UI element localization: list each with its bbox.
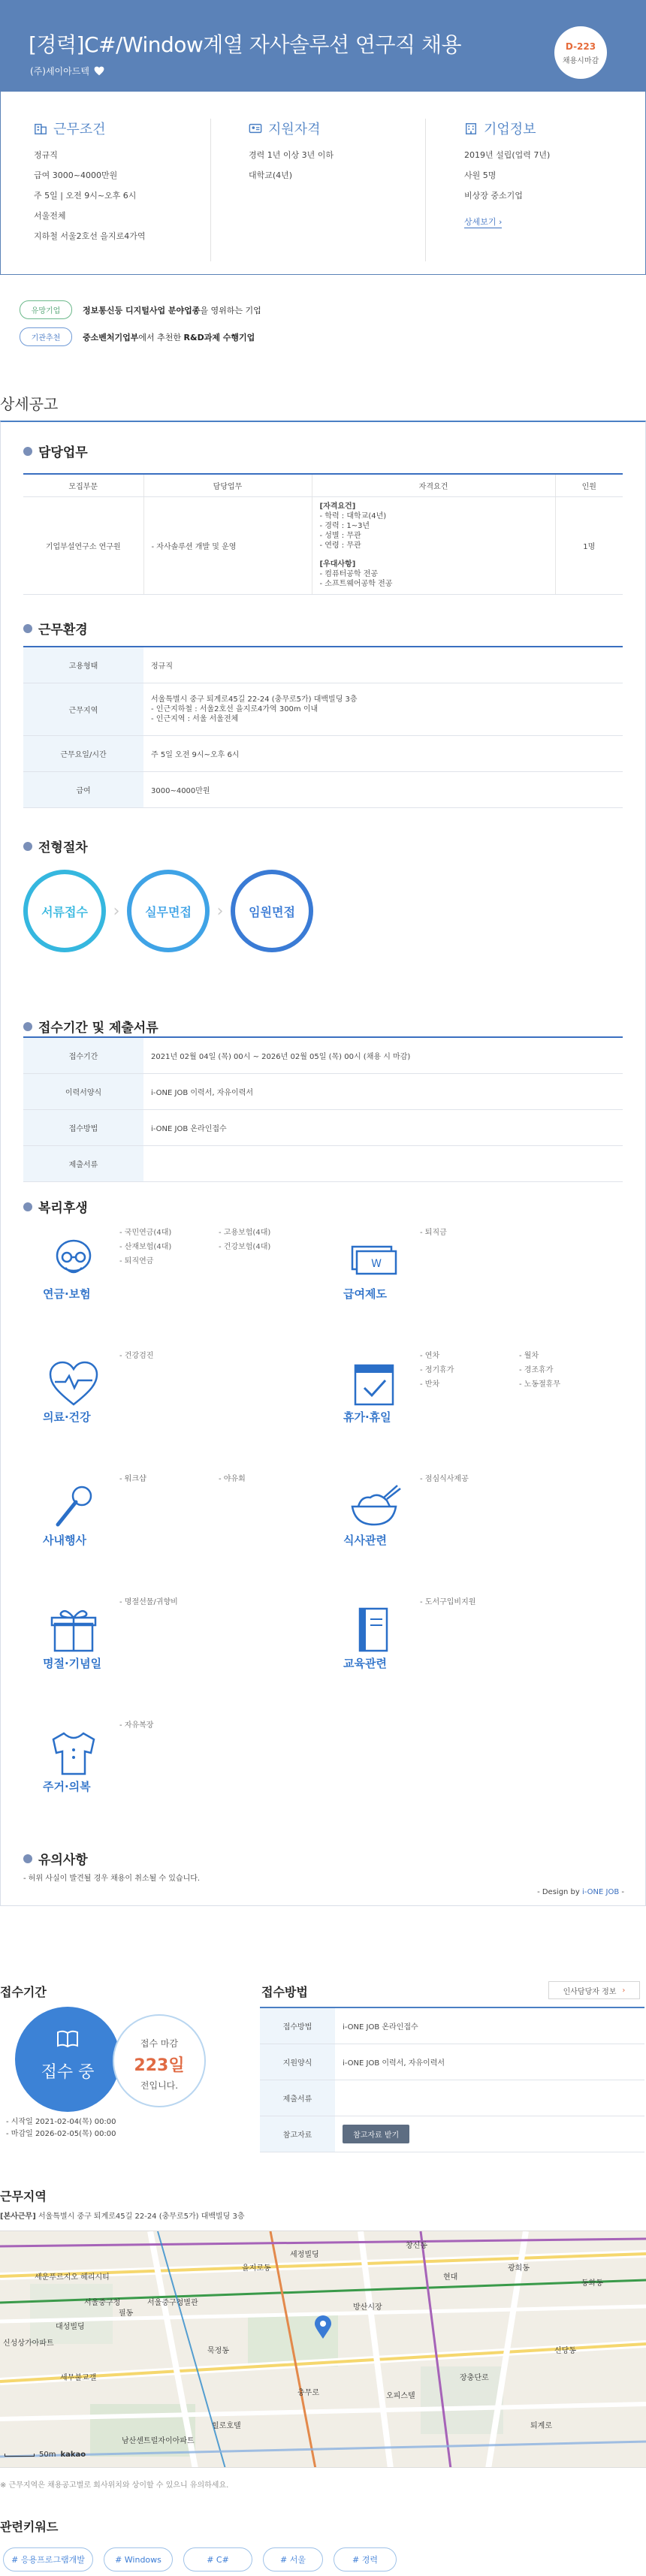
welfare-items: - 국민연금(4대) - 고용보험(4대) - 산재보험(4대) - 건강보험(4대) - 퇴직연금 bbox=[119, 1229, 271, 1265]
company-info-item: 사원 5명 bbox=[464, 170, 497, 180]
table-row: 이력서양식 i-ONE JOB 이력서, 자유이력서 bbox=[23, 1073, 623, 1109]
process-step: 실무면접 bbox=[127, 870, 210, 952]
map-label: 퇴계로 bbox=[530, 2422, 552, 2430]
duties-table bbox=[23, 473, 623, 595]
application-heading: 접수기간 및 제출서류 bbox=[23, 1017, 158, 1036]
duty-text: - 자사솔루션 개발 및 운영 bbox=[143, 496, 312, 594]
job-title: [경력]C#/Window계열 자사솔루션 연구직 채용 bbox=[29, 32, 462, 57]
book-open-icon bbox=[56, 2029, 79, 2049]
conditions-heading: 근무조건 bbox=[34, 119, 210, 138]
method-heading: 접수방법 bbox=[261, 1985, 308, 1999]
glasses-person-icon bbox=[44, 1235, 103, 1287]
map-label: 장충단로 bbox=[460, 2374, 489, 2382]
shirt-icon bbox=[44, 1727, 103, 1780]
welfare-group-housing bbox=[22, 1718, 322, 1831]
map-label: 방산시장 bbox=[353, 2303, 382, 2312]
welfare-label: 주거·의복 bbox=[43, 1780, 91, 1793]
design-credit: - Design by i-ONE JOB - bbox=[537, 1888, 624, 1896]
welfare-group-pension bbox=[22, 1226, 322, 1338]
table-row: 접수방법 i-ONE JOB 온라인접수 bbox=[23, 1109, 623, 1145]
qualification-item: 경력 1년 이상 3년 이하 bbox=[249, 150, 334, 160]
qualification-item: 대학교(4년) bbox=[249, 170, 293, 180]
welfare-items: - 도서구입비지원 bbox=[420, 1598, 476, 1606]
promising-company-tag-row bbox=[20, 300, 261, 319]
map-label: 힐로호텔 bbox=[212, 2422, 241, 2430]
process-steps bbox=[23, 870, 313, 952]
keyword-tag[interactable]: # 경력 bbox=[334, 2547, 397, 2571]
gift-icon bbox=[44, 1604, 103, 1657]
company-info-column bbox=[464, 119, 629, 261]
keyword-tag[interactable]: # C# bbox=[183, 2547, 252, 2571]
welfare-label: 급여제도 bbox=[343, 1287, 387, 1301]
money-icon bbox=[345, 1235, 403, 1287]
welfare-label: 식사관련 bbox=[343, 1534, 387, 1547]
col-header: 모집부문 bbox=[23, 474, 143, 496]
promising-company-badge: 유망기업 bbox=[20, 300, 72, 319]
condition-item: 급여 3000~4000만원 bbox=[34, 170, 118, 180]
welfare-label: 휴가·휴일 bbox=[343, 1410, 391, 1424]
detail-section-title: 상세공고 bbox=[0, 395, 59, 413]
company-info-item: 2019년 설립(업력 7년) bbox=[464, 150, 551, 160]
map-scale: 50m kakao bbox=[5, 2451, 86, 2459]
conditions-column bbox=[34, 119, 211, 261]
condition-item: 정규직 bbox=[34, 150, 58, 160]
chevron-right-icon: › bbox=[113, 901, 120, 921]
download-reference-button[interactable]: 참고자료 받기 bbox=[343, 2125, 409, 2143]
hr-contact-button[interactable]: 인사담당자 정보 › bbox=[548, 1981, 640, 1999]
keyword-tag[interactable]: # 응용프로그램개발 bbox=[3, 2547, 93, 2571]
map-label: 세정빌딩 bbox=[290, 2251, 319, 2259]
welfare-items: - 점심식사제공 bbox=[420, 1475, 469, 1483]
bullet-dot-icon bbox=[23, 624, 32, 633]
table-row: 근무요일/시간 주 5일 오전 9시~오후 6시 bbox=[23, 735, 623, 771]
company-name[interactable]: (주)세이아드텍 bbox=[30, 66, 89, 77]
welfare-label: 명절·기념일 bbox=[43, 1657, 102, 1670]
agency-recommend-tag-row bbox=[20, 327, 255, 346]
welfare-group-health bbox=[22, 1349, 322, 1461]
process-step: 임원면접 bbox=[231, 870, 313, 952]
headcount: 1명 bbox=[555, 496, 623, 594]
company-info-heading: 기업정보 bbox=[464, 119, 629, 138]
period-status bbox=[0, 2007, 225, 2127]
agency-recommend-badge: 기관추천 bbox=[20, 327, 72, 346]
qualifications-list bbox=[249, 149, 425, 181]
process-step: 서류접수 bbox=[23, 870, 106, 952]
welfare-label: 교육관련 bbox=[343, 1657, 387, 1670]
period-heading: 접수기간 bbox=[0, 1985, 47, 1999]
keyword-tag[interactable]: # 서울 bbox=[263, 2547, 323, 2571]
calendar-check-icon bbox=[345, 1358, 403, 1410]
days-left: 223일 bbox=[134, 2056, 185, 2075]
welfare-group-education bbox=[322, 1595, 623, 1708]
welfare-group-meals bbox=[322, 1472, 623, 1585]
welfare-group-vacation bbox=[322, 1349, 623, 1461]
bullet-dot-icon bbox=[23, 447, 32, 456]
map-label: 현대 bbox=[443, 2273, 458, 2282]
company-name-row bbox=[30, 65, 104, 77]
chevron-right-icon: › bbox=[216, 901, 224, 921]
table-row: 접수방법 i-ONE JOB 온라인접수 bbox=[260, 2007, 644, 2044]
welfare-label: 연금·보험 bbox=[43, 1287, 91, 1301]
rice-bowl-icon bbox=[345, 1481, 403, 1534]
welfare-heading: 복리후생 bbox=[23, 1197, 88, 1216]
job-header bbox=[0, 0, 646, 92]
map-canvas[interactable] bbox=[0, 2231, 646, 2468]
bullet-dot-icon bbox=[23, 1854, 32, 1863]
start-date: - 시작일 2021-02-04(목) 00:00 bbox=[6, 2118, 116, 2126]
chevron-right-icon: › bbox=[622, 1986, 626, 1995]
period-dates bbox=[6, 2116, 116, 2140]
agency-recommend-text: 중소벤처기업부에서 추천한 R&D과제 수행기업 bbox=[83, 332, 255, 342]
condition-item: 지하철 서울2호선 을지로4가역 bbox=[34, 231, 146, 241]
method-table bbox=[260, 2007, 644, 2152]
table-row: 급여 3000~4000만원 bbox=[23, 771, 623, 807]
environment-table bbox=[23, 646, 623, 808]
location-address: [본사근무] 서울특별시 중구 퇴계로45길 22-24 (충무로5가) 대백빌딩 3층 bbox=[0, 2213, 245, 2221]
favorite-heart-icon[interactable] bbox=[94, 66, 104, 76]
map-label: 창신동 bbox=[406, 2242, 427, 2250]
welfare-items: - 명절선물/귀향비 bbox=[119, 1598, 178, 1606]
dday-count: D-223 bbox=[565, 41, 596, 52]
welfare-items: - 자유복장 bbox=[119, 1721, 154, 1730]
welfare-items: - 연차 - 월차 - 정기휴가 - 경조휴가 - 반차 - 노동절휴무 bbox=[420, 1352, 561, 1389]
welfare-items: - 워크샵 - 야유회 bbox=[119, 1475, 246, 1483]
job-summary bbox=[0, 92, 646, 275]
table-row: 접수기간 2021년 02월 04일 (목) 00시 ~ 2026년 02월 05일 (목) 00시 (채용 시 마감) bbox=[23, 1037, 623, 1073]
environment-heading: 근무환경 bbox=[23, 619, 88, 638]
status-circle bbox=[15, 2007, 120, 2112]
process-heading: 전형절차 bbox=[23, 837, 88, 855]
map-pin-icon bbox=[314, 2315, 332, 2339]
map-label: 오피스텔 bbox=[386, 2392, 415, 2400]
welfare-group-salary bbox=[322, 1226, 623, 1338]
map-label: 남산센트럴자이아파트 bbox=[122, 2437, 195, 2445]
col-header: 인원 bbox=[555, 474, 623, 496]
notice-heading: 유의사항 bbox=[23, 1849, 88, 1868]
welfare-label: 사내행사 bbox=[43, 1534, 86, 1547]
company-detail-link[interactable]: 상세보기 › bbox=[464, 217, 503, 227]
map-label: 서울중구청 bbox=[84, 2299, 121, 2307]
requirements-cell: [자격요건] - 학력 : 대학교(4년) - 경력 : 1~3년 - 성별 : 무관 - 연령 : 무관 [우대사항] - 컴퓨터공학 전공 - 소프트웨어공학 전공 bbox=[312, 496, 555, 594]
location-note: ※ 근무지역은 채용공고별로 회사위치와 상이할 수 있으니 유의하세요. bbox=[0, 2481, 229, 2490]
map-label: 필동 bbox=[119, 2309, 134, 2318]
company-info-item: 비상장 중소기업 bbox=[464, 191, 523, 201]
map-label: 을지로동 bbox=[242, 2264, 271, 2273]
qualifications-heading: 지원자격 bbox=[249, 119, 425, 138]
notice-text: - 허위 사실이 발견될 경우 채용이 취소될 수 있습니다. bbox=[23, 1875, 201, 1883]
bullet-dot-icon bbox=[23, 1022, 32, 1031]
svg-text:W: W bbox=[371, 1258, 382, 1270]
table-row: 지원양식 i-ONE JOB 이력서, 자유이력서 bbox=[260, 2044, 644, 2080]
duties-heading: 담당업무 bbox=[23, 442, 88, 460]
condition-item: 서울전체 bbox=[34, 211, 66, 221]
building-icon bbox=[34, 122, 47, 135]
map-label: 동화동 bbox=[581, 2279, 603, 2288]
map-brand: kakao bbox=[60, 2451, 86, 2459]
microphone-icon bbox=[44, 1481, 103, 1534]
map-label: 세무불교갤 bbox=[60, 2374, 97, 2382]
application-table bbox=[23, 1036, 623, 1182]
dday-sub: 채용시마감 bbox=[562, 57, 599, 65]
table-row: 제출서류 bbox=[260, 2080, 644, 2116]
location-map[interactable] bbox=[0, 2231, 646, 2468]
recruit-part: 기업부설연구소 연구원 bbox=[23, 496, 143, 594]
bullet-dot-icon bbox=[23, 842, 32, 851]
heart-pulse-icon bbox=[44, 1358, 103, 1410]
office-icon bbox=[464, 122, 478, 135]
qualifications-column bbox=[249, 119, 426, 261]
keywords-heading: 관련키워드 bbox=[0, 2520, 59, 2534]
welfare-group-events bbox=[22, 1472, 322, 1585]
book-icon bbox=[345, 1604, 403, 1657]
dday-badge bbox=[554, 26, 607, 79]
map-label: 서울중구청별관 bbox=[147, 2299, 198, 2307]
table-row: 참고자료 참고자료 받기 bbox=[260, 2116, 644, 2152]
col-header: 담당업무 bbox=[143, 474, 312, 496]
job-detail-body bbox=[0, 421, 646, 1906]
deadline-circle: 접수 마감 223일 전입니다. bbox=[113, 2014, 206, 2107]
id-card-icon bbox=[249, 122, 262, 135]
conditions-list bbox=[34, 149, 210, 242]
map-label: 묵정동 bbox=[207, 2347, 229, 2355]
end-date: - 마감일 2026-02-05(목) 00:00 bbox=[6, 2130, 116, 2138]
table-row: 근무지역 서울특별시 중구 퇴계로45길 22-24 (충무로5가) 대백빌딩 3층 - 인근지하철 : 서울2호선 을지로4가역 300m 이내 - 인근지역 : 서울 서울전체 bbox=[23, 683, 623, 735]
map-label: 충무로 bbox=[297, 2389, 319, 2397]
map-label: 광희동 bbox=[508, 2264, 530, 2273]
promising-company-text: 정보통신등 디지털사업 분야업종을 영위하는 기업 bbox=[83, 305, 261, 315]
table-row bbox=[23, 496, 623, 594]
location-heading: 근무지역 bbox=[0, 2189, 47, 2203]
status-text: 접수 중 bbox=[41, 2063, 95, 2082]
map-label: 신성상가아파트 bbox=[3, 2339, 54, 2348]
welfare-label: 의료·건강 bbox=[43, 1410, 91, 1424]
welfare-group-holidays bbox=[22, 1595, 322, 1708]
map-label: 대성빌딩 bbox=[56, 2323, 85, 2331]
bullet-dot-icon bbox=[23, 1202, 32, 1211]
welfare-items: - 건강검진 bbox=[119, 1352, 154, 1360]
welfare-items: - 퇴직금 bbox=[420, 1229, 447, 1237]
condition-item: 주 5일 | 오전 9시~오후 6시 bbox=[34, 191, 137, 201]
map-label: 세운푸르지오 헤리시티 bbox=[35, 2273, 110, 2282]
col-header: 자격요건 bbox=[312, 474, 555, 496]
company-info-list bbox=[464, 149, 629, 201]
table-row: 고용형태 정규직 bbox=[23, 647, 623, 683]
keyword-tag[interactable]: # Windows bbox=[104, 2547, 173, 2571]
table-row: 제출서류 bbox=[23, 1145, 623, 1181]
map-label: 신당동 bbox=[554, 2347, 576, 2355]
